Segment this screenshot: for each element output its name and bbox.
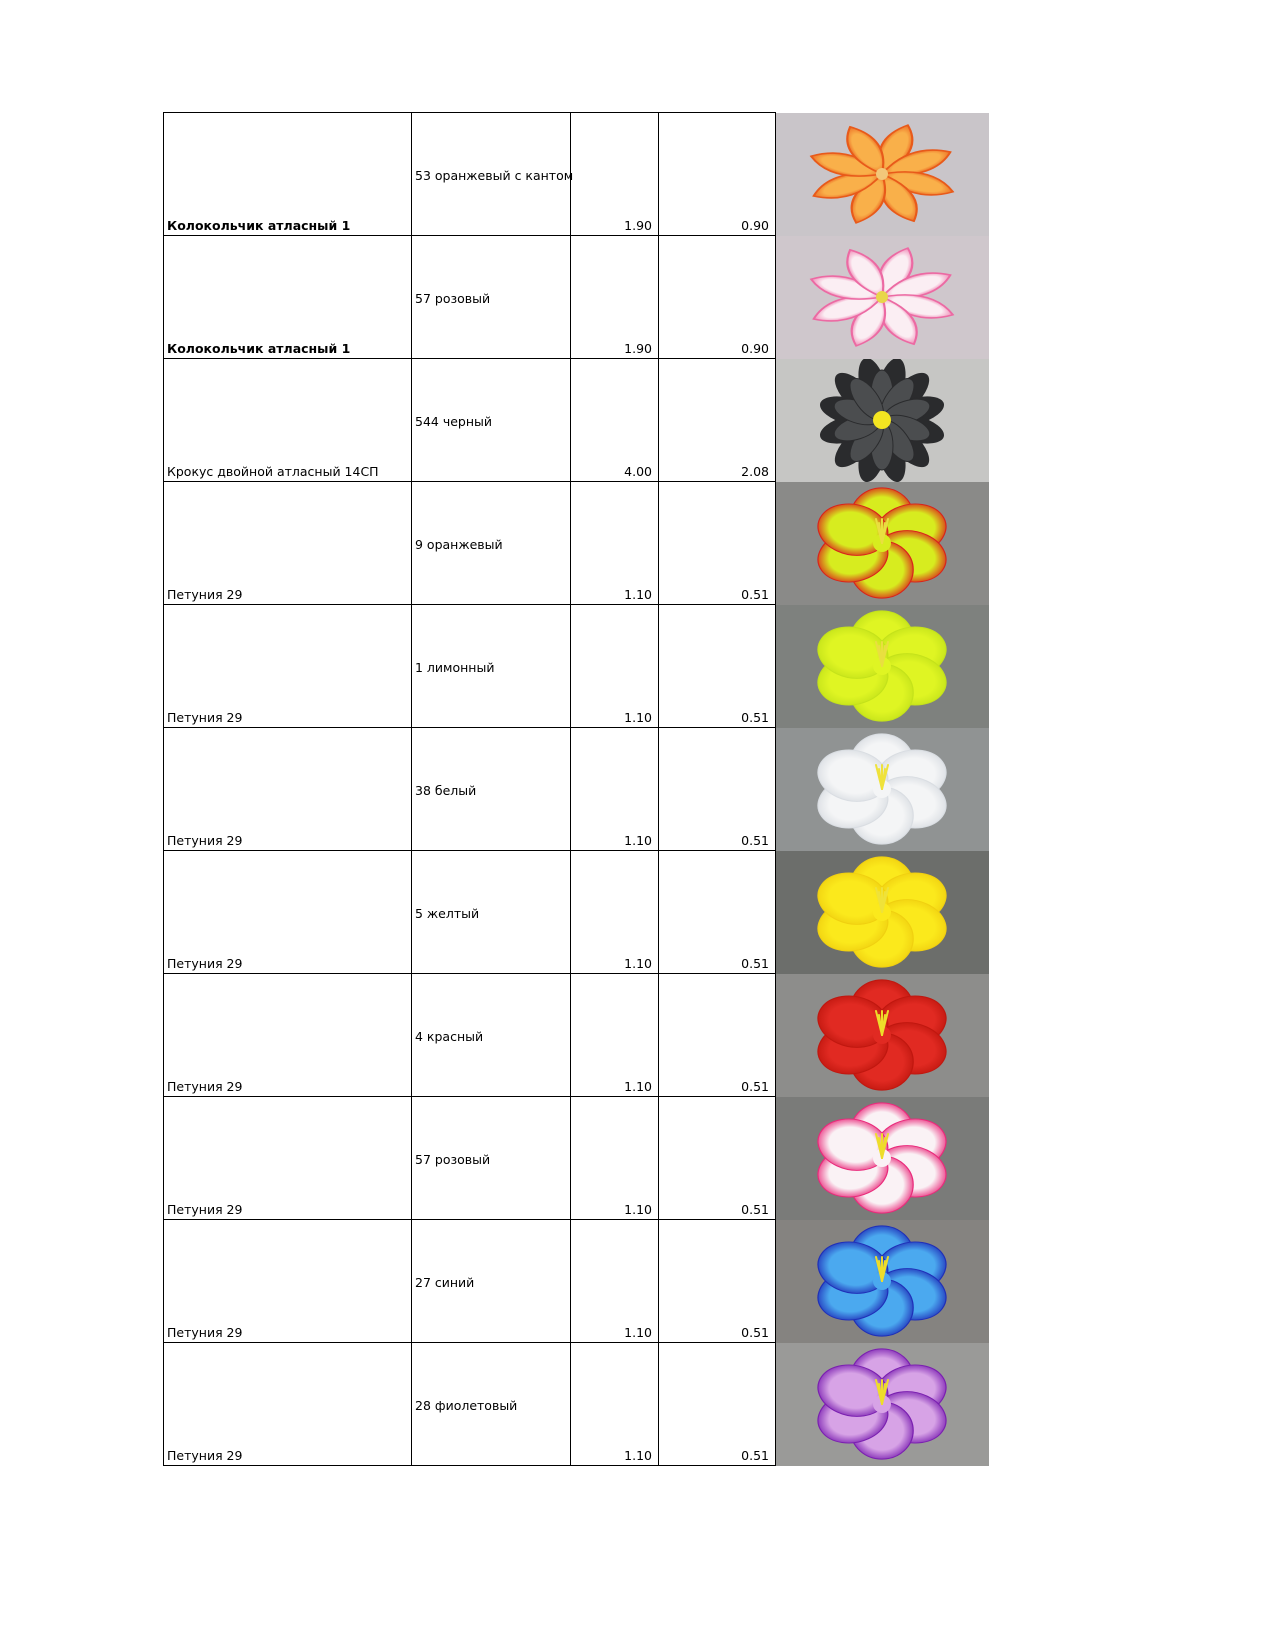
color-label: 27 синий [415,1275,475,1290]
photo-cell [776,974,990,1097]
color-label: 1 лимонный [415,660,495,675]
flower-photo [776,482,989,605]
table-row [164,605,990,728]
flower-photo [776,605,989,728]
flower-photo [776,728,989,851]
product-name: Петуния 29 [167,587,243,602]
color-label: 57 розовый [415,1152,491,1167]
product-name: Колокольчик атласный 1 [167,341,351,356]
price-cell-2 [659,113,776,236]
flower-photo [776,359,989,482]
photo-cell [776,851,990,974]
price-cell-2 [659,728,776,851]
product-name: Петуния 29 [167,1325,243,1340]
price-cell-2 [659,1343,776,1466]
price-cell [571,1343,659,1466]
color-label: 5 желтый [415,906,480,921]
photo-cell [776,236,990,359]
color-label: 57 розовый [415,291,491,306]
flower-photo [776,851,989,974]
price-cell [571,974,659,1097]
price-value-2: 0.90 [741,218,769,233]
product-name-cell [164,1220,412,1343]
table-row [164,1220,990,1343]
photo-cell [776,728,990,851]
color-label: 53 оранжевый с кантом [415,168,574,183]
price-value-2: 0.51 [741,587,769,602]
photo-cell [776,1343,990,1466]
product-name: Петуния 29 [167,956,243,971]
color-cell [412,359,571,482]
price-cell [571,605,659,728]
price-table [163,112,990,1466]
color-cell [412,236,571,359]
price-sheet [163,112,990,1466]
photo-cell [776,1097,990,1220]
price-value: 1.10 [624,587,652,602]
color-cell [412,851,571,974]
table-row [164,851,990,974]
price-cell [571,482,659,605]
color-label: 38 белый [415,783,477,798]
color-cell [412,482,571,605]
price-value-2: 0.51 [741,833,769,848]
price-cell [571,851,659,974]
price-cell [571,359,659,482]
price-cell-2 [659,605,776,728]
flower-photo [776,236,989,359]
price-value-2: 2.08 [741,464,769,479]
product-name-cell [164,1343,412,1466]
product-name: Петуния 29 [167,1079,243,1094]
color-cell [412,1343,571,1466]
photo-cell [776,113,990,236]
flower-photo [776,113,989,236]
product-name: Петуния 29 [167,1202,243,1217]
price-table-body [164,113,990,1466]
product-name-cell [164,728,412,851]
price-cell-2 [659,236,776,359]
price-value: 1.10 [624,1079,652,1094]
price-cell-2 [659,482,776,605]
price-value: 1.90 [624,341,652,356]
flower-photo [776,1220,989,1343]
table-row [164,113,990,236]
price-cell-2 [659,359,776,482]
price-value: 4.00 [624,464,652,479]
color-cell [412,605,571,728]
table-row [164,359,990,482]
flower-photo [776,974,989,1097]
photo-cell [776,482,990,605]
price-cell-2 [659,1220,776,1343]
color-label: 544 черный [415,414,493,429]
table-row [164,482,990,605]
product-name-cell [164,605,412,728]
photo-cell [776,359,990,482]
product-name-cell [164,236,412,359]
table-row [164,728,990,851]
price-cell-2 [659,974,776,1097]
price-cell [571,728,659,851]
price-value-2: 0.51 [741,1079,769,1094]
color-cell [412,113,574,236]
price-value: 1.10 [624,1202,652,1217]
price-value: 1.10 [624,1448,652,1463]
flower-photo [776,1343,989,1466]
product-name: Петуния 29 [167,710,243,725]
price-value-2: 0.51 [741,1325,769,1340]
table-row [164,1343,990,1466]
price-value: 1.10 [624,956,652,971]
product-name: Колокольчик атласный 1 [167,218,351,233]
price-cell [571,1097,659,1220]
price-cell-2 [659,1097,776,1220]
color-cell [412,1220,571,1343]
flower-photo [776,1097,989,1220]
color-cell [412,974,571,1097]
price-cell [571,113,659,236]
product-name-cell [164,482,412,605]
color-label: 4 красный [415,1029,484,1044]
price-cell [571,1220,659,1343]
price-value: 1.10 [624,710,652,725]
product-name-cell [164,974,412,1097]
price-cell-2 [659,851,776,974]
photo-cell [776,1220,990,1343]
price-value-2: 0.51 [741,956,769,971]
photo-cell [776,605,990,728]
price-value: 1.10 [624,833,652,848]
color-cell [412,728,571,851]
price-value-2: 0.51 [741,1448,769,1463]
product-name: Петуния 29 [167,1448,243,1463]
product-name-cell [164,359,412,482]
table-row [164,1097,990,1220]
product-name-cell [164,851,412,974]
price-value-2: 0.51 [741,710,769,725]
product-name: Крокус двойной атласный 14СП [167,464,379,479]
color-label: 28 фиолетовый [415,1398,518,1413]
price-value: 1.10 [624,1325,652,1340]
price-value-2: 0.51 [741,1202,769,1217]
product-name-cell [164,113,412,236]
table-row [164,236,990,359]
price-value: 1.90 [624,218,652,233]
color-label: 9 оранжевый [415,537,503,552]
product-name: Петуния 29 [167,833,243,848]
price-cell [571,236,659,359]
table-row [164,974,990,1097]
color-cell [412,1097,571,1220]
price-value-2: 0.90 [741,341,769,356]
product-name-cell [164,1097,412,1220]
